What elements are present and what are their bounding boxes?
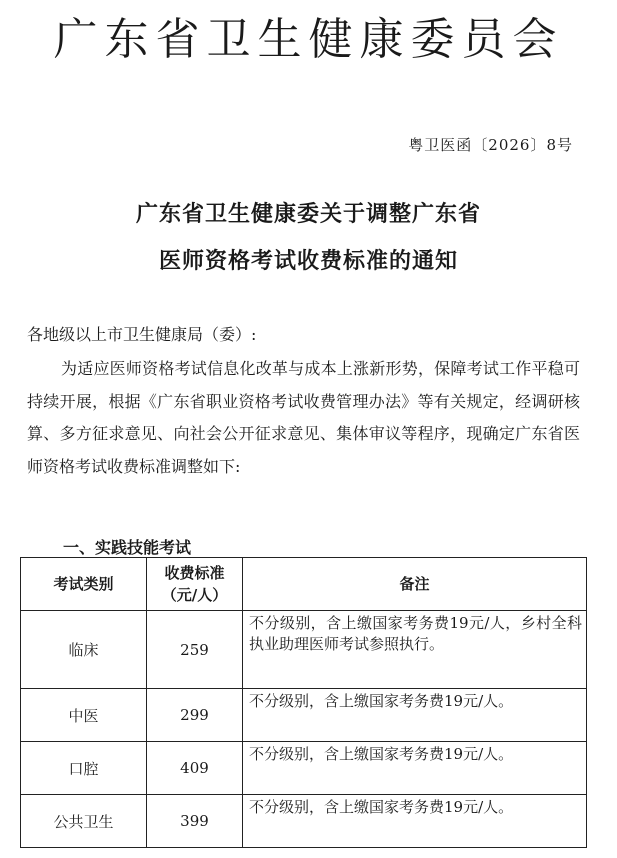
table-row <box>21 742 587 795</box>
header-note: 备注 <box>243 558 587 611</box>
fee-cell: 409 <box>147 742 243 795</box>
category-cell: 中医 <box>21 689 147 742</box>
note-cell: 不分级别，含上缴国家考务费19元/人，乡村全科执业助理医师考试参照执行。 <box>243 611 587 689</box>
document-title-line-1: 广东省卫生健康委关于调整广东省 <box>135 202 481 227</box>
section-heading: 一、实践技能考试 <box>63 538 192 557</box>
header-fee: 收费标准（元/人） <box>147 558 243 611</box>
fee-table <box>20 557 587 848</box>
fee-cell: 399 <box>147 795 243 848</box>
table-row <box>21 689 587 742</box>
document-title-line-2: 医师资格考试收费标准的通知 <box>158 249 458 274</box>
body-paragraph: 为适应医师资格考试信息化改革与成本上涨新形势，保障考试工作平稳可持续开展，根据《广东省职业资格考试收费管理办法》等有关规定，经调研核算、多方征求意见、向社会公开征求意见、集体审议等程序，现确定广东省医师资格考试收费标准调整如下: <box>27 359 580 476</box>
document-number: 粤卫医函〔2026〕8号 <box>408 136 573 154</box>
fee-cell: 259 <box>147 611 243 689</box>
note-cell: 不分级别，含上缴国家考务费19元/人。 <box>243 689 587 742</box>
table-row <box>21 795 587 848</box>
issuing-organization: 广东省卫生健康委员会 <box>53 14 564 65</box>
header-category: 考试类别 <box>21 558 147 611</box>
salutation: 各地级以上市卫生健康局（委）: <box>27 325 257 344</box>
note-cell: 不分级别，含上缴国家考务费19元/人。 <box>243 742 587 795</box>
table-row <box>21 611 587 689</box>
category-cell: 公共卫生 <box>21 795 147 848</box>
note-cell: 不分级别，含上缴国家考务费19元/人。 <box>243 795 587 848</box>
letterhead <box>0 8 617 72</box>
fee-cell: 299 <box>147 689 243 742</box>
category-cell: 临床 <box>21 611 147 689</box>
table-header-row <box>21 558 587 611</box>
category-cell: 口腔 <box>21 742 147 795</box>
